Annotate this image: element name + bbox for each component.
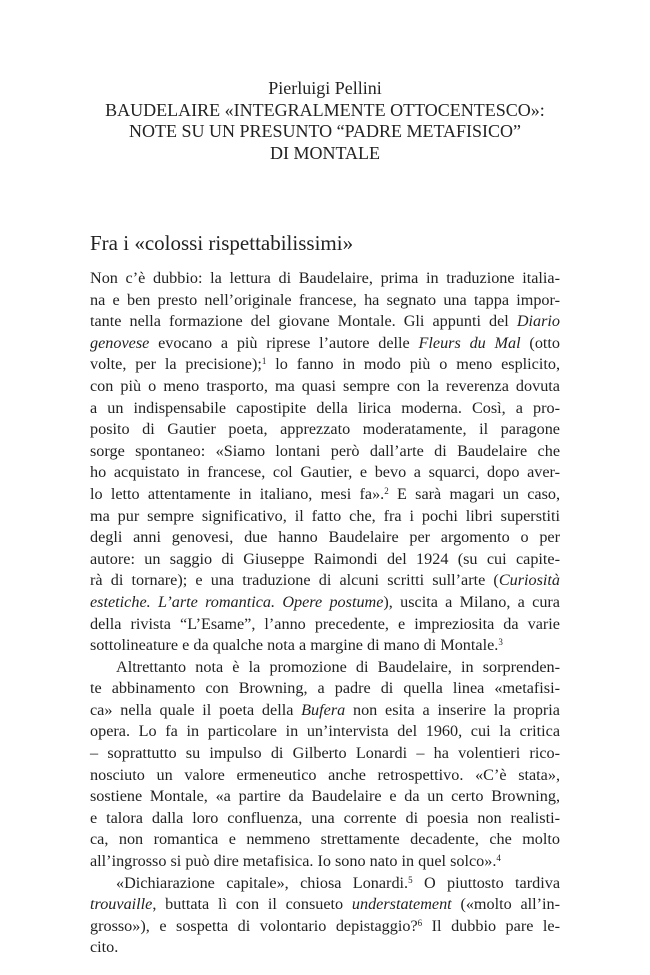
text-line: na e ben presto nell’originale francese, ha segnato una tappa impor-	[90, 290, 560, 309]
text-line: posito di Gautier poeta, apprezzato moderatamente, il paragone	[90, 420, 560, 439]
text-line: cito.	[90, 938, 119, 957]
text-line: autore: un saggio di Giuseppe Raimondi del 1924 (su cui capite-	[90, 549, 560, 568]
text-line: e talora dalla loro confluenza, una corrente di poesia non realisti-	[90, 808, 560, 827]
text-line: Altrettanto nota è la promozione di Baudelaire, in sorprenden-	[116, 657, 560, 676]
footnote-ref[interactable]: 4	[496, 853, 501, 864]
text-line: ca, non romantica e nemmeno strettamente decadente, che molto	[90, 830, 560, 849]
section-title: Fra i «colossi rispettabilissimi»	[90, 231, 354, 255]
footnote-ref[interactable]: 6	[417, 917, 423, 928]
text-line: ho acquistato in francese, col Gautier, e bevo a squarci, dopo aver-	[90, 463, 560, 482]
chapter-header	[90, 78, 560, 164]
text-line: te abbinamento con Browning, a padre di quella linea «metafisi-	[90, 679, 560, 698]
text-line: all’ingrosso si può dire metafisica. Io sono nato in quel solco».$^4$	[90, 852, 501, 871]
footnote-ref[interactable]: 5	[408, 874, 413, 885]
text-line: della rivista “L’Esame”, l’anno precedente, e impreziosita da varie	[90, 614, 560, 633]
text-line: opera. Lo fa in particolare in un’intervista del 1960, cui la critica	[90, 722, 560, 741]
text-line: «Dichiarazione capitale», chiosa Lonardi.$^5$ O piuttosto tardiva	[116, 873, 560, 892]
text-line: trouvaille, buttata lì con il consueto understatement («molto all’in-	[90, 895, 561, 914]
text-line: rà di tornare); e una traduzione di alcuni scritti sull’arte (Curiosità	[90, 571, 560, 590]
text-line: sostiene Montale, «a partire da Baudelaire e da un certo Browning,	[90, 787, 560, 806]
author-name: Pierluigi Pellini	[268, 78, 382, 98]
text-line: ca» nella quale il poeta della Bufera non esita a inserire la propria	[90, 700, 560, 719]
chapter-title-line: NOTE SU UN PRESUNTO “PADRE METAFISICO”	[128, 121, 522, 141]
text-line: a un indispensabile capostipite della lirica moderna. Così, a pro-	[90, 398, 560, 417]
chapter-title-line: BAUDELAIRE «INTEGRALMENTE OTTOCENTESCO»:	[105, 99, 545, 120]
text-line: – soprattutto su impulso di Gilberto Lonardi – ha volentieri rico-	[90, 744, 560, 763]
text-line: sorge spontaneo: «Siamo lontani però dall’arte di Baudelaire che	[90, 441, 560, 460]
text-line: nosciuto un valore ermeneutico anche retrospettivo. «C’è stata»,	[90, 765, 560, 784]
text-line: con più o meno trasporto, ma quasi sempre con la reverenza dovuta	[90, 376, 560, 395]
text-line: genovese evocano a più riprese l’autore delle Fleurs du Mal (otto	[90, 333, 561, 352]
footnote-ref[interactable]: 3	[498, 637, 503, 648]
text-line: ma pur sempre significativo, il fatto che, fra i pochi libri superstiti	[90, 506, 560, 525]
text-line: grosso»), e sospetta di volontario depistaggio?$^6$ Il dubbio pare le-	[90, 916, 560, 935]
chapter-title-line: DI MONTALE	[269, 142, 381, 163]
text-line: Non c’è dubbio: la lettura di Baudelaire, prima in traduzione italia-	[90, 269, 560, 287]
text-line: tante nella formazione del giovane Montale. Gli appunti del Diario	[90, 312, 560, 331]
text-line: lo letto attentamente in italiano, mesi fa».$^2$ E sarà magari un caso,	[90, 484, 561, 503]
text-line: estetiche. L’arte romantica. Opere postume), uscita a Milano, a cura	[90, 592, 560, 611]
footnote-ref[interactable]: 2	[384, 485, 389, 496]
footnote-ref[interactable]: 1	[261, 356, 267, 367]
text-line: volte, per la precisione);$^1$ lo fanno in modo più o meno esplicito,	[90, 355, 560, 374]
text-line: sottolineature e da qualche nota a margine di mano di Montale.$^3$	[90, 636, 503, 655]
text-line: degli anni genovesi, due hanno Baudelaire per argomento o per	[90, 528, 560, 547]
body-text	[90, 268, 560, 959]
